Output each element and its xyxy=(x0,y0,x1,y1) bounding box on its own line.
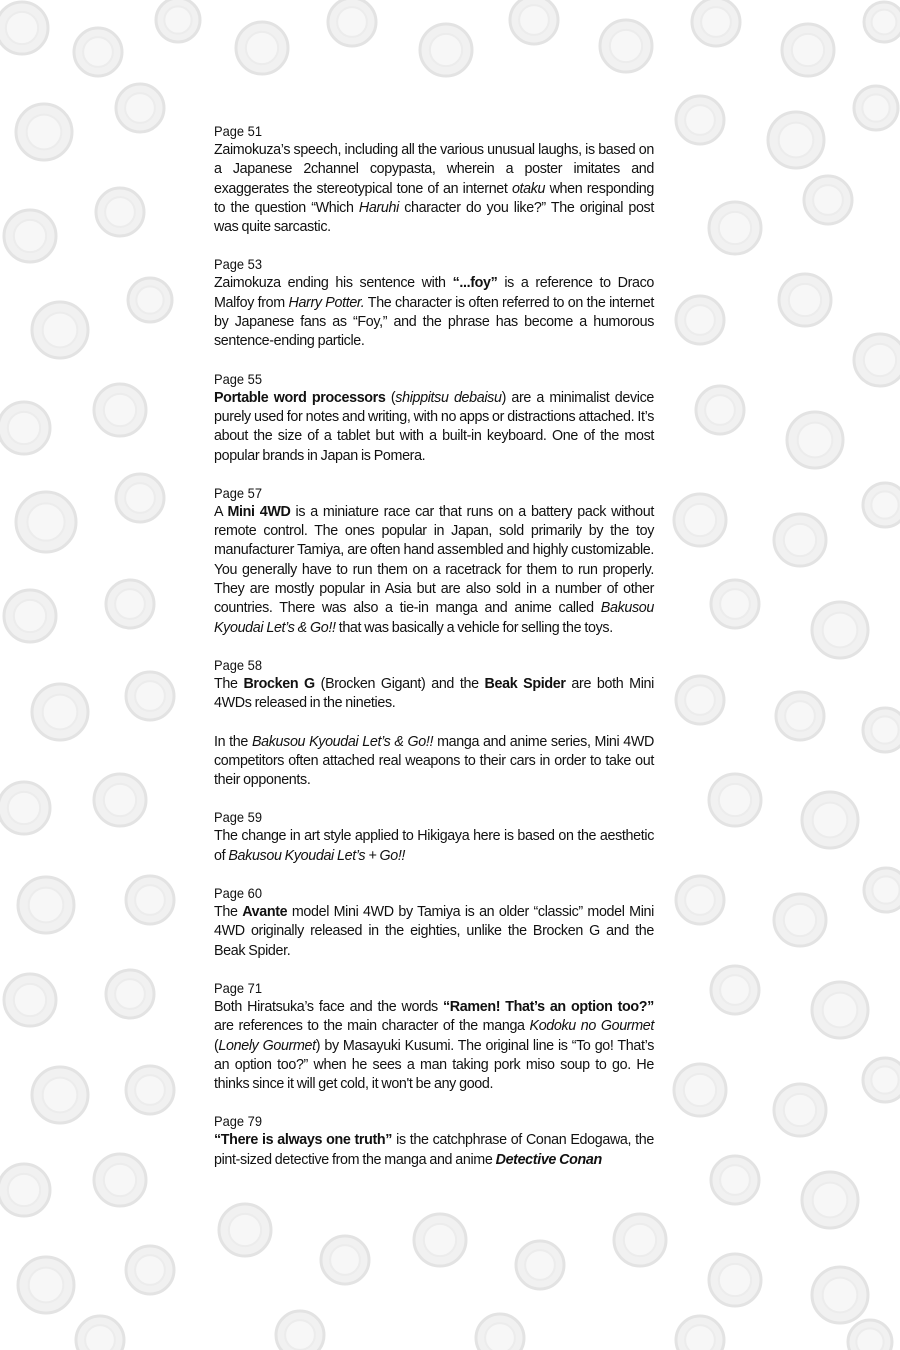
background-circle xyxy=(774,894,826,946)
text-run: model Mini 4WD by Tamiya is an older “classic” model Mini 4WD originally released in the eighties, unlike the Brocken G and the Beak Spider. xyxy=(214,904,654,959)
background-circle xyxy=(768,112,824,168)
background-circle xyxy=(812,602,868,658)
text-run: ) are a minimalist device purely used for notes and writing, with no apps or distractions attached. It’s about the size of a tablet but with a built-in keyboard. One of the most popular brands in Japan is Pomera. xyxy=(214,389,655,464)
background-circle xyxy=(106,580,154,628)
text-run: A xyxy=(214,503,228,520)
background-circle xyxy=(854,86,898,130)
note-page-heading: Page 55 xyxy=(214,370,262,387)
note-section xyxy=(214,656,654,790)
background-circle xyxy=(236,22,288,74)
note-page-heading: Page 51 xyxy=(214,123,262,139)
text-run: ( xyxy=(385,389,396,406)
background-circle xyxy=(864,868,900,912)
background-circle xyxy=(774,1084,826,1136)
background-circle xyxy=(32,1067,88,1123)
background-circle xyxy=(510,0,558,44)
background-circle xyxy=(864,2,900,42)
italic-title: Lonely Gourmet xyxy=(218,1037,316,1054)
background-circle xyxy=(156,0,200,42)
background-circle xyxy=(812,982,868,1038)
background-circle xyxy=(126,876,174,924)
background-circle xyxy=(126,672,174,720)
bold-term: Portable word processors xyxy=(214,389,386,406)
text-run: ( xyxy=(214,1037,219,1054)
note-paragraph xyxy=(214,274,654,351)
background-circle xyxy=(219,1204,271,1256)
background-circle xyxy=(0,1164,50,1216)
background-circle xyxy=(106,970,154,1018)
background-circle xyxy=(802,792,858,848)
background-circle xyxy=(711,966,759,1014)
note-section xyxy=(214,979,654,1094)
background-circle xyxy=(802,1172,858,1228)
note-section xyxy=(214,484,654,638)
text-run: character do you like?” The original post was quite sarcastic. xyxy=(214,199,654,236)
note-paragraph xyxy=(214,1131,654,1170)
bold-term: Detective Conan xyxy=(495,1151,602,1168)
note-paragraph xyxy=(214,675,654,714)
text-run: The change in art style applied to Hikigaya here is based on the aesthetic of xyxy=(214,828,654,864)
italic-title: Bakusou Kyoudai Let’s & Go!! xyxy=(251,733,434,750)
note-page-heading: Page 79 xyxy=(214,1113,262,1130)
note-page-heading: Page 71 xyxy=(214,979,262,996)
background-circle xyxy=(76,1316,124,1350)
background-circle xyxy=(94,774,146,826)
background-circle xyxy=(709,202,761,254)
background-circle xyxy=(782,24,834,76)
background-circle xyxy=(804,176,852,224)
background-circle xyxy=(420,24,472,76)
background-circle xyxy=(0,402,50,454)
text-run: is a reference to Draco Malfoy from xyxy=(214,275,654,311)
text-run: Both Hiratsuka’s face and the words xyxy=(214,998,443,1015)
text-run: The character is often referred to on the internet by Japanese fans as “Foy,” and the phrase has become a humorous sentence-ending particle. xyxy=(214,294,654,350)
note-page-heading: Page 53 xyxy=(214,256,262,273)
text-run: The xyxy=(214,675,244,692)
italic-title: Haruhi xyxy=(358,199,399,216)
background-circle xyxy=(854,334,900,386)
italic-title: shippitsu debaisu xyxy=(395,389,502,406)
italic-title: Bakusou Kyoudai Let’s & Go!! xyxy=(214,600,654,636)
text-run: The xyxy=(214,904,243,921)
note-paragraph xyxy=(214,141,654,237)
background-circle xyxy=(18,877,74,933)
bold-term: “...foy” xyxy=(452,275,498,292)
background-circle xyxy=(614,1214,666,1266)
italic-title: Bakusou Kyoudai Let’s + Go!! xyxy=(228,847,406,864)
background-circle xyxy=(126,1066,174,1114)
background-circle xyxy=(676,296,724,344)
bold-term: Avante xyxy=(242,904,288,921)
text-run: In the xyxy=(214,733,252,750)
note-page-heading: Page 60 xyxy=(214,885,262,902)
note-paragraph xyxy=(214,733,654,791)
background-circle xyxy=(32,302,88,358)
italic-title: Harry Potter. xyxy=(288,294,365,311)
background-circle xyxy=(776,692,824,740)
background-circle xyxy=(711,1156,759,1204)
text-run: ) by Masayuki Kusumi. The original line is “To go! That’s an option too?” when he sees a man taking pork miso soup to go. He thinks since it will get cold, it won't be any good. xyxy=(214,1037,654,1093)
notes-list xyxy=(214,122,654,1170)
bold-term: Brocken G xyxy=(243,675,315,692)
note-section xyxy=(214,370,654,466)
background-circle xyxy=(711,580,759,628)
background-circle xyxy=(116,474,164,522)
note-paragraph xyxy=(214,503,654,638)
note-paragraph xyxy=(214,903,654,961)
note-paragraph xyxy=(214,389,654,466)
note-page-heading: Page 57 xyxy=(214,484,262,501)
background-circle xyxy=(600,20,652,72)
background-circle xyxy=(32,684,88,740)
note-section xyxy=(214,884,654,961)
text-run: is the catchphrase of Conan Edogawa, the pint-sized detective from the manga and anime xyxy=(214,1132,654,1168)
background-circle xyxy=(328,0,376,46)
background-circle xyxy=(516,1241,564,1289)
bold-term: “There is always one truth” xyxy=(214,1132,393,1149)
italic-title: otaku xyxy=(511,180,546,197)
background-circle xyxy=(276,1311,324,1350)
background-circle xyxy=(4,974,56,1026)
background-circle xyxy=(676,676,724,724)
background-circle xyxy=(16,104,72,160)
background-circle xyxy=(863,483,900,527)
background-circle xyxy=(774,514,826,566)
background-circle xyxy=(676,96,724,144)
text-run: manga and anime series, Mini 4WD competitors often attached real weapons to their cars in order to take out their opponents. xyxy=(214,733,655,789)
background-circle xyxy=(676,1316,724,1350)
background-circle xyxy=(96,188,144,236)
background-circle xyxy=(812,1267,868,1323)
background-circle xyxy=(674,1064,726,1116)
note-paragraph xyxy=(214,827,654,866)
background-circle xyxy=(848,1320,892,1350)
text-run: are references to the main character of the manga xyxy=(214,1018,530,1035)
background-circle xyxy=(0,2,48,54)
note-section xyxy=(214,808,654,866)
italic-title: Kodoku no Gourmet xyxy=(529,1018,654,1035)
text-run: are both Mini 4WDs released in the nineties. xyxy=(214,675,654,712)
background-circle xyxy=(94,384,146,436)
background-circle xyxy=(709,774,761,826)
background-circle xyxy=(863,1058,900,1102)
bold-term: “Ramen! That’s an option too?” xyxy=(442,998,654,1015)
text-run: Zaimokuza’s speech, including all the various unusual laughs, is based on a Japanese 2channel copypasta, wherein a poster imitates and exaggerates the stereotypical tone of an internet xyxy=(214,142,654,197)
translation-notes-page xyxy=(214,122,654,1188)
background-circle xyxy=(709,1254,761,1306)
background-circle xyxy=(74,28,122,76)
note-page-heading: Page 59 xyxy=(214,809,262,826)
text-run: (Brocken Gigant) and the xyxy=(314,675,485,692)
text-run: that was basically a vehicle for selling the toys. xyxy=(335,619,613,636)
background-circle xyxy=(0,782,50,834)
background-circle xyxy=(779,274,831,326)
note-section xyxy=(214,255,654,351)
note-section xyxy=(214,122,654,237)
background-circle xyxy=(18,1257,74,1313)
background-circle xyxy=(863,708,900,752)
background-circle xyxy=(696,386,744,434)
background-circle xyxy=(128,278,172,322)
background-circle xyxy=(126,1246,174,1294)
background-circle xyxy=(4,210,56,262)
note-paragraph xyxy=(214,998,654,1094)
text-run: Zaimokuza ending his sentence with xyxy=(214,275,453,292)
background-circle xyxy=(674,494,726,546)
background-circle xyxy=(321,1236,369,1284)
background-circle xyxy=(116,84,164,132)
background-circle xyxy=(94,1154,146,1206)
bold-term: Mini 4WD xyxy=(227,503,291,520)
background-circle xyxy=(414,1214,466,1266)
background-circle xyxy=(476,1314,524,1350)
note-section xyxy=(214,1112,654,1170)
text-run: is a miniature race car that runs on a battery pack without remote control. The ones popular in Japan, sold primarily by the toy manufacturer Tamiya, are often hand assembled and highly customizable. You generally have to run them on a racetrack for them to run properly. They are mostly popular in Asia but are also sold in a number of other countries. There was also a tie-in manga and anime called xyxy=(214,503,654,617)
bold-term: Beak Spider xyxy=(484,675,566,692)
background-circle xyxy=(787,412,843,468)
background-circle xyxy=(16,492,76,552)
background-circle xyxy=(676,876,724,924)
background-circle xyxy=(4,590,56,642)
text-run: when responding to the question “Which xyxy=(214,180,654,216)
background-circle xyxy=(692,0,740,46)
note-page-heading: Page 58 xyxy=(214,656,262,673)
